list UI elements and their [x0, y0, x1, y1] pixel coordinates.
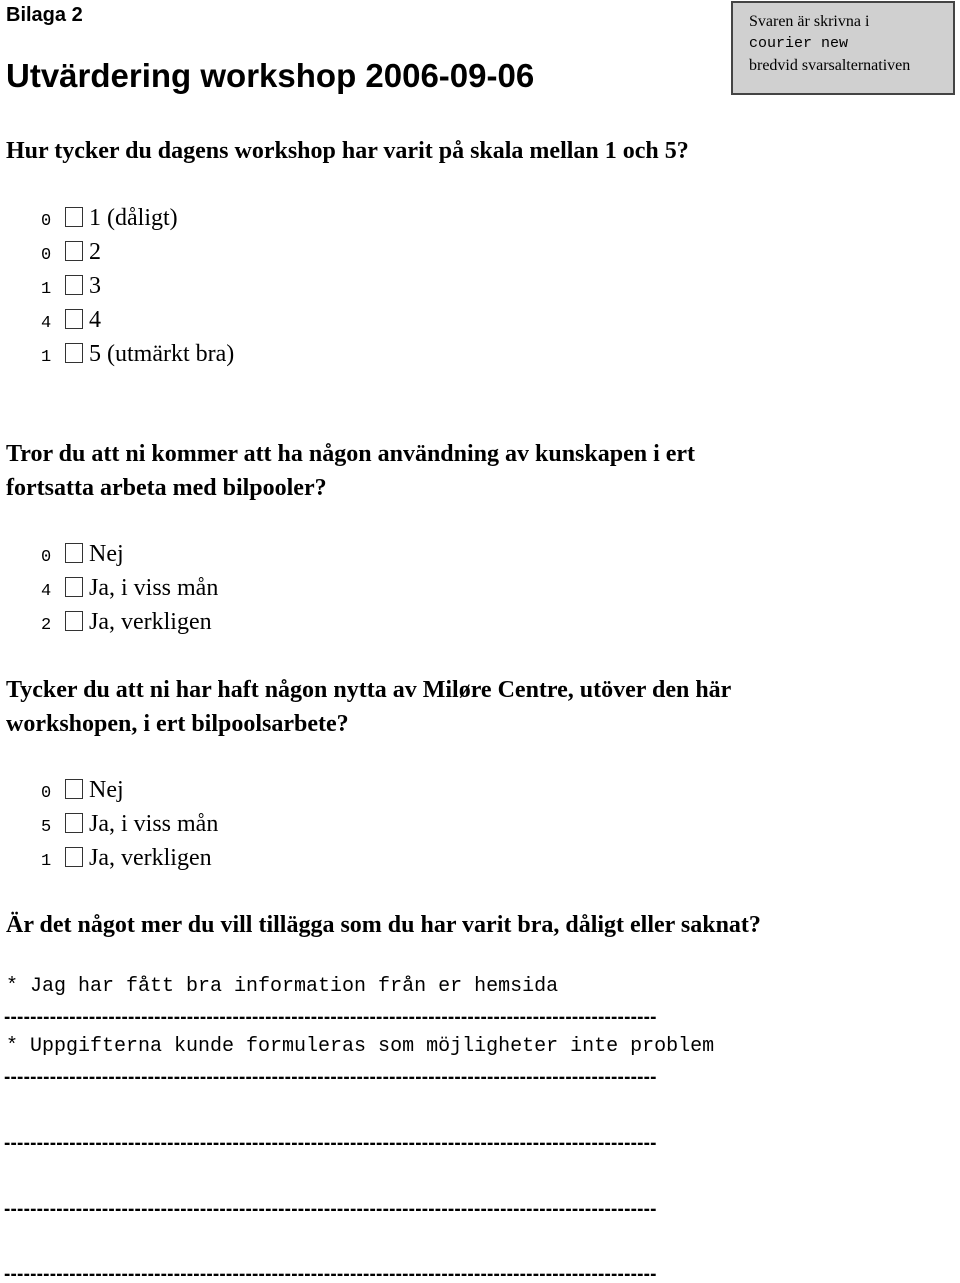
option-label: 2 — [89, 239, 101, 265]
checkbox-icon — [65, 343, 83, 363]
option-label: Ja, i viss mån — [89, 575, 219, 601]
question-3-line-1: Tycker du att ni har haft någon nytta av Miløre Centre, utöver den här — [6, 677, 732, 703]
checkbox-icon — [65, 309, 83, 329]
answer-count: 1 — [41, 348, 52, 367]
answer-rule: ---------------------------------------------------------------------------------------------------- — [4, 1264, 657, 1283]
q1-option — [41, 235, 101, 273]
q1-option — [41, 269, 101, 307]
option-label: 5 (utmärkt bra) — [89, 341, 235, 367]
answer-rule: ---------------------------------------------------------------------------------------------------- — [4, 1199, 657, 1220]
question-3-line-2: workshopen, i ert bilpoolsarbete? — [6, 711, 349, 737]
q3-option — [41, 841, 212, 879]
answer-count: 0 — [41, 246, 52, 265]
q1-option — [41, 337, 234, 375]
answer-count: 1 — [41, 852, 52, 871]
q2-option — [41, 605, 212, 643]
answer-count: 1 — [41, 280, 52, 299]
appendix-label: Bilaga 2 — [6, 4, 83, 26]
q1-option — [41, 201, 178, 239]
question-2-line-2: fortsatta arbeta med bilpooler? — [6, 475, 327, 501]
answer-count: 5 — [41, 818, 52, 837]
option-label: Ja, verkligen — [89, 845, 212, 871]
option-label: 3 — [89, 273, 101, 299]
note-line-3: bredvid svarsalternativen — [749, 57, 911, 74]
font-note-box — [731, 1, 955, 95]
option-label: Nej — [89, 541, 124, 567]
checkbox-icon — [65, 577, 83, 597]
note-line-1: Svaren är skrivna i — [749, 13, 870, 30]
answer-count: 0 — [41, 212, 52, 231]
note-line-2: courier new — [749, 35, 849, 52]
checkbox-icon — [65, 207, 83, 227]
answer-rule: ---------------------------------------------------------------------------------------------------- — [4, 1067, 657, 1088]
answer-count: 2 — [41, 616, 52, 635]
answer-rule: ---------------------------------------------------------------------------------------------------- — [4, 1133, 657, 1154]
checkbox-icon — [65, 275, 83, 295]
question-4: Är det något mer du vill tillägga som du har varit bra, dåligt eller saknat? — [6, 912, 761, 938]
q2-option — [41, 537, 124, 575]
option-label: 1 (dåligt) — [89, 205, 178, 231]
checkbox-icon — [65, 241, 83, 261]
answer-rule: ---------------------------------------------------------------------------------------------------- — [4, 1007, 657, 1028]
checkbox-icon — [65, 611, 83, 631]
q2-option — [41, 571, 218, 609]
option-label: Nej — [89, 777, 124, 803]
question-2-line-1: Tror du att ni kommer att ha någon användning av kunskapen i ert — [6, 441, 696, 467]
answer-line-2: * Uppgifterna kunde formuleras som möjligheter inte problem — [6, 1035, 715, 1058]
option-label: Ja, i viss mån — [89, 811, 219, 837]
q1-option — [41, 303, 101, 341]
answer-count: 4 — [41, 314, 52, 333]
answer-count: 0 — [41, 548, 52, 567]
answer-line-1: * Jag har fått bra information från er hemsida — [6, 975, 559, 998]
option-label: Ja, verkligen — [89, 609, 212, 635]
answer-count: 0 — [41, 784, 52, 803]
page-title: Utvärdering workshop 2006-09-06 — [6, 57, 535, 94]
question-1: Hur tycker du dagens workshop har varit på skala mellan 1 och 5? — [6, 138, 689, 164]
checkbox-icon — [65, 847, 83, 867]
option-label: 4 — [89, 307, 101, 333]
q3-option — [41, 773, 124, 811]
checkbox-icon — [65, 813, 83, 833]
answer-count: 4 — [41, 582, 52, 601]
checkbox-icon — [65, 543, 83, 563]
checkbox-icon — [65, 779, 83, 799]
q3-option — [41, 807, 218, 845]
